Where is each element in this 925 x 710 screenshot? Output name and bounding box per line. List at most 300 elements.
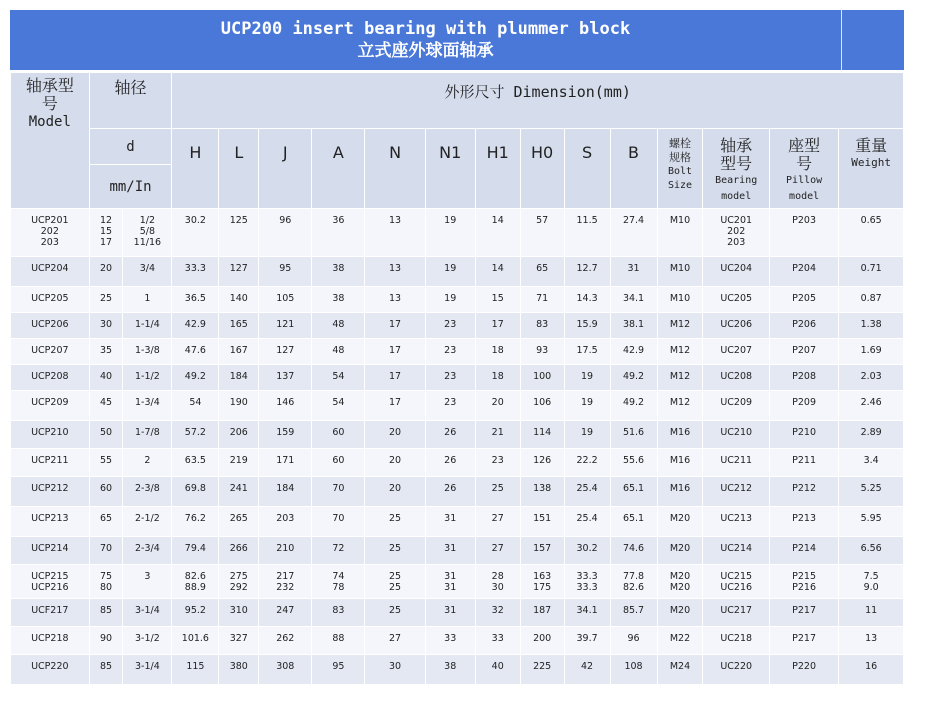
cell-weight: 6.56 bbox=[839, 537, 904, 565]
cell-h0: 100 bbox=[520, 365, 564, 391]
cell-n: 20 bbox=[365, 421, 425, 449]
title-side-cell bbox=[842, 10, 904, 70]
cell-h1: 17 bbox=[475, 313, 520, 339]
cell-pillow: P205 bbox=[769, 287, 838, 313]
cell-mm: 12 15 17 bbox=[89, 209, 123, 257]
cell-n: 13 bbox=[365, 287, 425, 313]
cell-h0: 200 bbox=[520, 627, 564, 655]
header-weight-cn: 重量 bbox=[855, 136, 888, 155]
cell-model: UCP212 bbox=[11, 477, 90, 507]
cell-weight: 5.25 bbox=[839, 477, 904, 507]
cell-a: 83 bbox=[312, 599, 365, 627]
cell-bolt: M20 bbox=[657, 537, 703, 565]
table-row bbox=[11, 477, 904, 507]
cell-n: 17 bbox=[365, 365, 425, 391]
cell-inch: 3-1/4 bbox=[123, 599, 172, 627]
cell-l: 206 bbox=[219, 421, 259, 449]
cell-b: 96 bbox=[610, 627, 657, 655]
cell-pillow: P209 bbox=[769, 391, 838, 421]
cell-n1: 31 31 bbox=[425, 565, 475, 599]
cell-n1: 26 bbox=[425, 421, 475, 449]
cell-n: 17 bbox=[365, 313, 425, 339]
cell-a: 38 bbox=[312, 257, 365, 287]
cell-b: 77.8 82.6 bbox=[610, 565, 657, 599]
cell-j: 127 bbox=[259, 339, 312, 365]
cell-h1: 15 bbox=[475, 287, 520, 313]
cell-b: 27.4 bbox=[610, 209, 657, 257]
cell-weight: 0.65 bbox=[839, 209, 904, 257]
cell-s: 39.7 bbox=[564, 627, 610, 655]
header-bearing bbox=[703, 129, 769, 209]
header-model-en: Model bbox=[28, 114, 71, 130]
cell-s: 17.5 bbox=[564, 339, 610, 365]
cell-s: 22.2 bbox=[564, 449, 610, 477]
cell-model: UCP207 bbox=[11, 339, 90, 365]
cell-bearing: UC211 bbox=[703, 449, 769, 477]
cell-bolt: M20 M20 bbox=[657, 565, 703, 599]
cell-j: 95 bbox=[259, 257, 312, 287]
cell-h: 33.3 bbox=[172, 257, 219, 287]
header-bolt-cn: 螺栓 规格 bbox=[669, 137, 691, 164]
cell-bolt: M22 bbox=[657, 627, 703, 655]
cell-a: 74 78 bbox=[312, 565, 365, 599]
cell-n1: 23 bbox=[425, 313, 475, 339]
cell-weight: 0.71 bbox=[839, 257, 904, 287]
cell-h0: 157 bbox=[520, 537, 564, 565]
cell-a: 95 bbox=[312, 655, 365, 685]
cell-s: 33.3 33.3 bbox=[564, 565, 610, 599]
header-bolt bbox=[657, 129, 703, 209]
cell-h1: 27 bbox=[475, 507, 520, 537]
cell-weight: 1.38 bbox=[839, 313, 904, 339]
cell-j: 217 232 bbox=[259, 565, 312, 599]
cell-s: 14.3 bbox=[564, 287, 610, 313]
cell-h: 63.5 bbox=[172, 449, 219, 477]
cell-j: 184 bbox=[259, 477, 312, 507]
cell-h: 95.2 bbox=[172, 599, 219, 627]
cell-h1: 21 bbox=[475, 421, 520, 449]
cell-j: 171 bbox=[259, 449, 312, 477]
cell-h0: 65 bbox=[520, 257, 564, 287]
cell-s: 25.4 bbox=[564, 477, 610, 507]
cell-bearing: UC206 bbox=[703, 313, 769, 339]
cell-bolt: M12 bbox=[657, 339, 703, 365]
cell-a: 48 bbox=[312, 339, 365, 365]
cell-bolt: M12 bbox=[657, 391, 703, 421]
header-bearing-cn: 轴承 型号 bbox=[720, 136, 753, 173]
cell-pillow: P214 bbox=[769, 537, 838, 565]
cell-bearing: UC208 bbox=[703, 365, 769, 391]
cell-weight: 7.5 9.0 bbox=[839, 565, 904, 599]
cell-n: 17 bbox=[365, 391, 425, 421]
cell-model: UCP208 bbox=[11, 365, 90, 391]
cell-h1: 20 bbox=[475, 391, 520, 421]
cell-model: UCF217 bbox=[11, 599, 90, 627]
cell-mm: 50 bbox=[89, 421, 123, 449]
cell-h0: 57 bbox=[520, 209, 564, 257]
cell-mm: 60 bbox=[89, 477, 123, 507]
cell-mm: 55 bbox=[89, 449, 123, 477]
cell-l: 167 bbox=[219, 339, 259, 365]
table-row bbox=[11, 421, 904, 449]
cell-mm: 90 bbox=[89, 627, 123, 655]
cell-n1: 31 bbox=[425, 507, 475, 537]
cell-inch: 1/2 5/8 11/16 bbox=[123, 209, 172, 257]
title-chinese: 立式座外球面轴承 bbox=[357, 41, 494, 61]
cell-pillow: P210 bbox=[769, 421, 838, 449]
cell-n1: 19 bbox=[425, 287, 475, 313]
cell-h: 54 bbox=[172, 391, 219, 421]
cell-h0: 187 bbox=[520, 599, 564, 627]
cell-l: 190 bbox=[219, 391, 259, 421]
table-row bbox=[11, 565, 904, 599]
cell-pillow: P211 bbox=[769, 449, 838, 477]
cell-h0: 151 bbox=[520, 507, 564, 537]
header-model-cn: 轴承型 bbox=[25, 76, 74, 95]
cell-model: UCP220 bbox=[11, 655, 90, 685]
cell-bearing: UC207 bbox=[703, 339, 769, 365]
cell-n1: 31 bbox=[425, 599, 475, 627]
table-row bbox=[11, 339, 904, 365]
bearing-spec-table bbox=[10, 72, 904, 685]
cell-s: 12.7 bbox=[564, 257, 610, 287]
header-unit: mm/In bbox=[89, 165, 172, 209]
cell-h1: 28 30 bbox=[475, 565, 520, 599]
cell-bearing: UC215 UC216 bbox=[703, 565, 769, 599]
cell-pillow: P220 bbox=[769, 655, 838, 685]
cell-n1: 33 bbox=[425, 627, 475, 655]
cell-pillow: P217 bbox=[769, 599, 838, 627]
cell-l: 219 bbox=[219, 449, 259, 477]
table-row bbox=[11, 287, 904, 313]
cell-j: 121 bbox=[259, 313, 312, 339]
header-col-h: H bbox=[172, 129, 219, 209]
cell-a: 88 bbox=[312, 627, 365, 655]
table-row bbox=[11, 599, 904, 627]
cell-bolt: M16 bbox=[657, 449, 703, 477]
header-pillow-en: Pillow model bbox=[786, 175, 823, 202]
cell-pillow: P204 bbox=[769, 257, 838, 287]
cell-bolt: M12 bbox=[657, 313, 703, 339]
cell-l: 310 bbox=[219, 599, 259, 627]
cell-n: 17 bbox=[365, 339, 425, 365]
cell-model: UCP201 202 203 bbox=[11, 209, 90, 257]
header-col-l: L bbox=[219, 129, 259, 209]
header-dimension: 外形尺寸 Dimension(mm) bbox=[172, 73, 904, 129]
cell-s: 42 bbox=[564, 655, 610, 685]
cell-inch: 3/4 bbox=[123, 257, 172, 287]
cell-weight: 1.69 bbox=[839, 339, 904, 365]
cell-bolt: M16 bbox=[657, 421, 703, 449]
cell-bolt: M10 bbox=[657, 287, 703, 313]
cell-n: 25 bbox=[365, 599, 425, 627]
header-pillow-cn: 座型 号 bbox=[788, 136, 821, 173]
cell-b: 38.1 bbox=[610, 313, 657, 339]
cell-h0: 225 bbox=[520, 655, 564, 685]
header-model bbox=[11, 73, 90, 209]
cell-h1: 14 bbox=[475, 257, 520, 287]
cell-h1: 27 bbox=[475, 537, 520, 565]
cell-a: 60 bbox=[312, 449, 365, 477]
table-row bbox=[11, 365, 904, 391]
cell-h1: 40 bbox=[475, 655, 520, 685]
cell-model: UCP215 UCP216 bbox=[11, 565, 90, 599]
cell-pillow: P212 bbox=[769, 477, 838, 507]
cell-s: 19 bbox=[564, 421, 610, 449]
cell-mm: 35 bbox=[89, 339, 123, 365]
table-body bbox=[11, 209, 904, 685]
cell-h: 101.6 bbox=[172, 627, 219, 655]
cell-n: 25 bbox=[365, 507, 425, 537]
cell-weight: 2.89 bbox=[839, 421, 904, 449]
cell-h: 49.2 bbox=[172, 365, 219, 391]
header-model-cn2: 号 bbox=[41, 94, 58, 113]
cell-mm: 40 bbox=[89, 365, 123, 391]
cell-a: 60 bbox=[312, 421, 365, 449]
cell-h: 47.6 bbox=[172, 339, 219, 365]
cell-h0: 126 bbox=[520, 449, 564, 477]
cell-h: 57.2 bbox=[172, 421, 219, 449]
cell-mm: 65 bbox=[89, 507, 123, 537]
cell-l: 380 bbox=[219, 655, 259, 685]
cell-n1: 26 bbox=[425, 477, 475, 507]
cell-s: 34.1 bbox=[564, 599, 610, 627]
cell-h: 82.6 88.9 bbox=[172, 565, 219, 599]
cell-bearing: UC205 bbox=[703, 287, 769, 313]
cell-h0: 138 bbox=[520, 477, 564, 507]
cell-a: 54 bbox=[312, 365, 365, 391]
cell-b: 74.6 bbox=[610, 537, 657, 565]
header-weight-en: Weight bbox=[851, 156, 892, 169]
cell-weight: 11 bbox=[839, 599, 904, 627]
cell-pillow: P207 bbox=[769, 339, 838, 365]
header-shaft: 轴径 bbox=[89, 73, 172, 129]
cell-pillow: P215 P216 bbox=[769, 565, 838, 599]
table-row bbox=[11, 313, 904, 339]
cell-s: 11.5 bbox=[564, 209, 610, 257]
cell-weight: 5.95 bbox=[839, 507, 904, 537]
cell-h0: 93 bbox=[520, 339, 564, 365]
cell-b: 42.9 bbox=[610, 339, 657, 365]
cell-b: 51.6 bbox=[610, 421, 657, 449]
cell-h1: 14 bbox=[475, 209, 520, 257]
table-row bbox=[11, 655, 904, 685]
cell-mm: 25 bbox=[89, 287, 123, 313]
cell-j: 159 bbox=[259, 421, 312, 449]
cell-bolt: M12 bbox=[657, 365, 703, 391]
cell-n1: 38 bbox=[425, 655, 475, 685]
cell-b: 34.1 bbox=[610, 287, 657, 313]
cell-l: 327 bbox=[219, 627, 259, 655]
cell-j: 137 bbox=[259, 365, 312, 391]
cell-weight: 0.87 bbox=[839, 287, 904, 313]
cell-pillow: P206 bbox=[769, 313, 838, 339]
cell-bolt: M20 bbox=[657, 507, 703, 537]
cell-bolt: M20 bbox=[657, 599, 703, 627]
cell-h: 42.9 bbox=[172, 313, 219, 339]
cell-b: 65.1 bbox=[610, 477, 657, 507]
cell-j: 105 bbox=[259, 287, 312, 313]
table-row bbox=[11, 627, 904, 655]
header-d: d bbox=[89, 129, 172, 165]
cell-b: 49.2 bbox=[610, 365, 657, 391]
cell-a: 70 bbox=[312, 477, 365, 507]
cell-inch: 2-3/8 bbox=[123, 477, 172, 507]
cell-bearing: UC209 bbox=[703, 391, 769, 421]
cell-pillow: P203 bbox=[769, 209, 838, 257]
cell-inch: 3 bbox=[123, 565, 172, 599]
cell-s: 25.4 bbox=[564, 507, 610, 537]
cell-j: 210 bbox=[259, 537, 312, 565]
cell-model: UCP206 bbox=[11, 313, 90, 339]
cell-l: 140 bbox=[219, 287, 259, 313]
cell-s: 19 bbox=[564, 391, 610, 421]
cell-pillow: P213 bbox=[769, 507, 838, 537]
cell-j: 96 bbox=[259, 209, 312, 257]
cell-mm: 20 bbox=[89, 257, 123, 287]
cell-l: 275 292 bbox=[219, 565, 259, 599]
cell-model: UCP204 bbox=[11, 257, 90, 287]
cell-bearing: UC212 bbox=[703, 477, 769, 507]
cell-inch: 1 bbox=[123, 287, 172, 313]
cell-mm: 85 bbox=[89, 599, 123, 627]
cell-bearing: UC217 bbox=[703, 599, 769, 627]
cell-bearing: UC201 202 203 bbox=[703, 209, 769, 257]
header-col-a: A bbox=[312, 129, 365, 209]
cell-bearing: UC213 bbox=[703, 507, 769, 537]
cell-weight: 13 bbox=[839, 627, 904, 655]
cell-b: 85.7 bbox=[610, 599, 657, 627]
header-col-n1: N1 bbox=[425, 129, 475, 209]
cell-j: 247 bbox=[259, 599, 312, 627]
cell-l: 266 bbox=[219, 537, 259, 565]
cell-n1: 19 bbox=[425, 209, 475, 257]
cell-a: 72 bbox=[312, 537, 365, 565]
header-col-n: N bbox=[365, 129, 425, 209]
table-row bbox=[11, 257, 904, 287]
cell-inch: 1-3/4 bbox=[123, 391, 172, 421]
cell-h: 69.8 bbox=[172, 477, 219, 507]
cell-h0: 106 bbox=[520, 391, 564, 421]
cell-n: 13 bbox=[365, 209, 425, 257]
header-col-j: J bbox=[259, 129, 312, 209]
cell-h: 30.2 bbox=[172, 209, 219, 257]
cell-b: 65.1 bbox=[610, 507, 657, 537]
cell-n: 20 bbox=[365, 449, 425, 477]
table-row bbox=[11, 209, 904, 257]
cell-a: 38 bbox=[312, 287, 365, 313]
cell-pillow: P208 bbox=[769, 365, 838, 391]
cell-j: 203 bbox=[259, 507, 312, 537]
cell-n1: 26 bbox=[425, 449, 475, 477]
cell-s: 15.9 bbox=[564, 313, 610, 339]
cell-b: 49.2 bbox=[610, 391, 657, 421]
cell-weight: 2.03 bbox=[839, 365, 904, 391]
table-row bbox=[11, 507, 904, 537]
cell-n: 20 bbox=[365, 477, 425, 507]
cell-h0: 71 bbox=[520, 287, 564, 313]
cell-j: 262 bbox=[259, 627, 312, 655]
cell-inch: 2 bbox=[123, 449, 172, 477]
cell-inch: 1-7/8 bbox=[123, 421, 172, 449]
cell-l: 127 bbox=[219, 257, 259, 287]
cell-n: 27 bbox=[365, 627, 425, 655]
cell-a: 36 bbox=[312, 209, 365, 257]
cell-bolt: M16 bbox=[657, 477, 703, 507]
cell-inch: 3-1/4 bbox=[123, 655, 172, 685]
cell-mm: 30 bbox=[89, 313, 123, 339]
table-row bbox=[11, 391, 904, 421]
cell-a: 48 bbox=[312, 313, 365, 339]
cell-bearing: UC210 bbox=[703, 421, 769, 449]
cell-bearing: UC218 bbox=[703, 627, 769, 655]
cell-model: UCP213 bbox=[11, 507, 90, 537]
title-bar bbox=[10, 10, 904, 70]
cell-inch: 1-1/2 bbox=[123, 365, 172, 391]
cell-model: UCP211 bbox=[11, 449, 90, 477]
cell-n1: 31 bbox=[425, 537, 475, 565]
cell-n1: 23 bbox=[425, 391, 475, 421]
header-col-h1: H1 bbox=[475, 129, 520, 209]
cell-h0: 114 bbox=[520, 421, 564, 449]
cell-j: 308 bbox=[259, 655, 312, 685]
title-block bbox=[10, 10, 842, 70]
cell-mm: 70 bbox=[89, 537, 123, 565]
cell-h1: 25 bbox=[475, 477, 520, 507]
cell-bolt: M10 bbox=[657, 257, 703, 287]
cell-weight: 16 bbox=[839, 655, 904, 685]
cell-bolt: M10 bbox=[657, 209, 703, 257]
cell-h: 115 bbox=[172, 655, 219, 685]
cell-h: 79.4 bbox=[172, 537, 219, 565]
cell-n1: 23 bbox=[425, 339, 475, 365]
table-row bbox=[11, 449, 904, 477]
cell-model: UCP205 bbox=[11, 287, 90, 313]
cell-model: UCP218 bbox=[11, 627, 90, 655]
cell-inch: 1-3/8 bbox=[123, 339, 172, 365]
cell-model: UCP214 bbox=[11, 537, 90, 565]
cell-b: 55.6 bbox=[610, 449, 657, 477]
cell-n1: 19 bbox=[425, 257, 475, 287]
cell-h1: 32 bbox=[475, 599, 520, 627]
header-col-b: B bbox=[610, 129, 657, 209]
cell-model: UCP210 bbox=[11, 421, 90, 449]
header-bearing-en: Bearing model bbox=[715, 175, 758, 202]
cell-l: 125 bbox=[219, 209, 259, 257]
cell-bearing: UC220 bbox=[703, 655, 769, 685]
cell-bolt: M24 bbox=[657, 655, 703, 685]
cell-s: 19 bbox=[564, 365, 610, 391]
spec-sheet bbox=[10, 10, 904, 685]
header-bolt-en: Bolt Size bbox=[667, 166, 693, 191]
cell-a: 70 bbox=[312, 507, 365, 537]
cell-n1: 23 bbox=[425, 365, 475, 391]
title-english: UCP200 insert bearing with plummer block bbox=[220, 19, 631, 39]
cell-n: 30 bbox=[365, 655, 425, 685]
cell-weight: 3.4 bbox=[839, 449, 904, 477]
header-pillow bbox=[769, 129, 838, 209]
table-row bbox=[11, 537, 904, 565]
cell-mm: 75 80 bbox=[89, 565, 123, 599]
header-col-h0: H0 bbox=[520, 129, 564, 209]
cell-model: UCP209 bbox=[11, 391, 90, 421]
cell-l: 241 bbox=[219, 477, 259, 507]
cell-inch: 2-3/4 bbox=[123, 537, 172, 565]
cell-bearing: UC214 bbox=[703, 537, 769, 565]
cell-l: 165 bbox=[219, 313, 259, 339]
cell-s: 30.2 bbox=[564, 537, 610, 565]
cell-h1: 18 bbox=[475, 365, 520, 391]
